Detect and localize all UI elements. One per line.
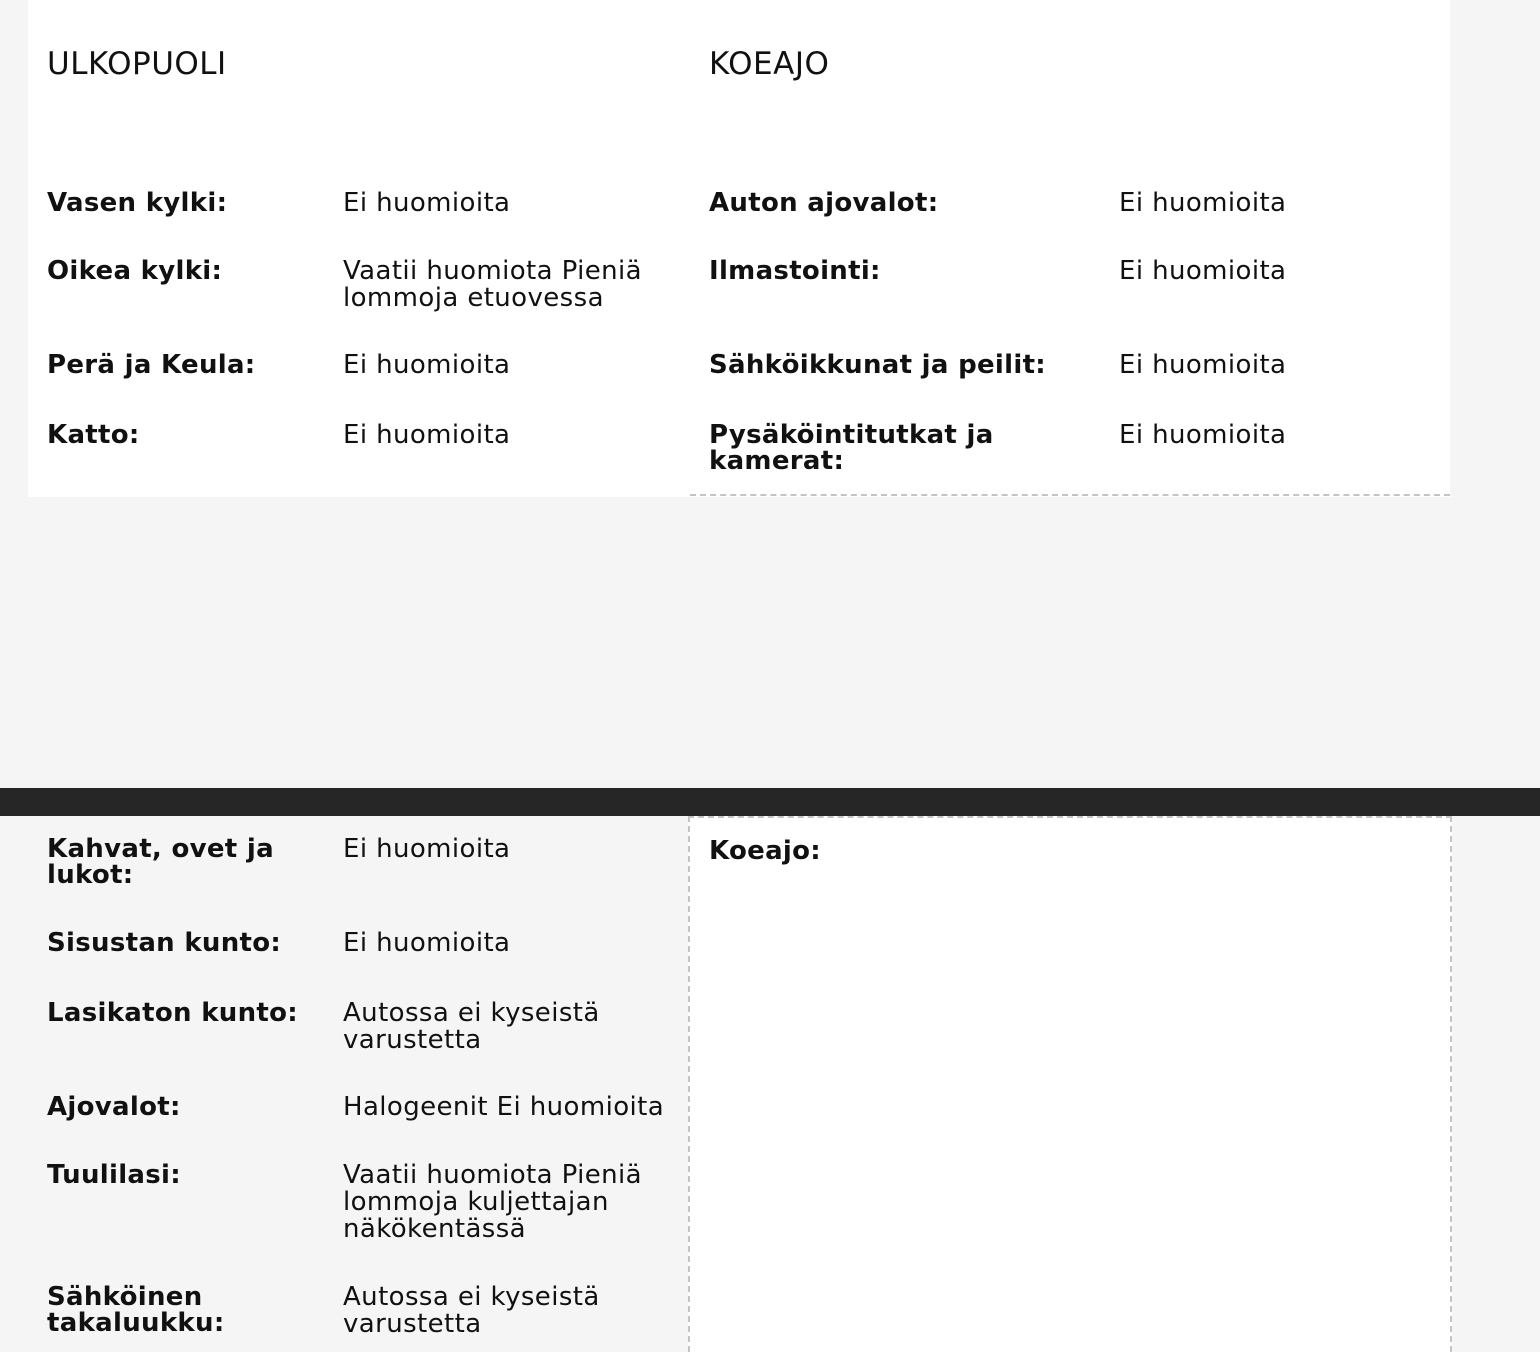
inspection-row-ajovalot — [47, 1094, 667, 1154]
row-value: Autossa ei kyseistä varustetta — [343, 998, 600, 1055]
row-label: Katto: — [47, 420, 140, 450]
row-label: Pysäköintitutkat ja kamerat: — [709, 420, 994, 476]
row-label: Kahvat, ovet ja lukot: — [47, 834, 274, 890]
row-value: Vaatii huomiota Pieniä lommoja kuljettajan näkökentässä — [343, 1160, 643, 1244]
row-value: Vaatii huomiota Pieniä lommoja etuovessa — [343, 256, 643, 313]
inspection-row-vasen-kylki — [47, 190, 667, 250]
row-label: Vasen kylki: — [47, 188, 228, 218]
inspection-row-ilmastointi — [709, 258, 1429, 338]
page-separator-bar — [0, 788, 1540, 816]
row-label: Sähköinen takaluukku: — [47, 1282, 225, 1338]
section-title-koeajo: KOEAJO — [709, 46, 830, 82]
row-label: Ajovalot: — [47, 1092, 181, 1122]
row-label: Auton ajovalot: — [709, 188, 939, 218]
row-value: Ei huomioita — [343, 420, 511, 450]
koeajo-section-divider — [690, 494, 1450, 496]
row-value: Ei huomioita — [343, 188, 511, 218]
row-value: Ei huomioita — [1119, 420, 1287, 450]
row-value: Autossa ei kyseistä varustetta — [343, 1282, 600, 1339]
row-label: Sisustan kunto: — [47, 928, 282, 958]
inspection-row-sisustan-kunto — [47, 930, 667, 990]
inspection-row-katto — [47, 422, 667, 482]
row-value: Ei huomioita — [1119, 256, 1287, 286]
row-label: Ilmastointi: — [709, 256, 881, 286]
row-label: Oikea kylki: — [47, 256, 223, 286]
row-label: Lasikaton kunto: — [47, 998, 298, 1028]
row-value: Ei huomioita — [343, 928, 511, 958]
row-label: Sähköikkunat ja peilit: — [709, 350, 1046, 380]
inspection-row-lasikaton-kunto — [47, 1000, 667, 1080]
inspection-row-pera-ja-keula — [47, 352, 667, 412]
row-value: Ei huomioita — [1119, 188, 1287, 218]
section-title-ulkopuoli: ULKOPUOLI — [47, 46, 227, 82]
row-label: Tuulilasi: — [47, 1160, 181, 1190]
inspection-row-kahvat — [47, 836, 667, 916]
koeajo-notes-box — [688, 816, 1452, 1352]
row-value: Ei huomioita — [1119, 350, 1287, 380]
row-label: Perä ja Keula: — [47, 350, 256, 380]
inspection-row-auton-ajovalot — [709, 190, 1429, 250]
row-value: Ei huomioita — [343, 834, 511, 864]
row-value: Halogeenit Ei huomioita — [343, 1092, 665, 1122]
inspection-row-tuulilasi — [47, 1162, 667, 1272]
inspection-row-sahkoinen-takaluukku — [47, 1284, 667, 1350]
koeajo-notes-label: Koeajo: — [709, 836, 822, 866]
row-value: Ei huomioita — [343, 350, 511, 380]
inspection-row-oikea-kylki — [47, 258, 667, 338]
inspection-row-pysakointitutkat — [709, 422, 1429, 482]
inspection-row-sahkoikkunat — [709, 352, 1429, 412]
